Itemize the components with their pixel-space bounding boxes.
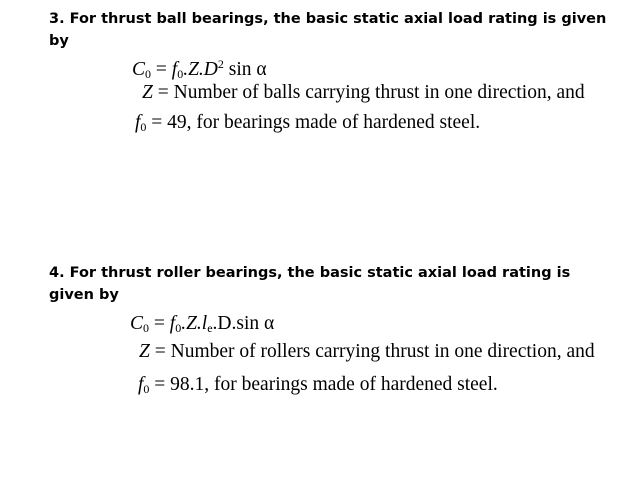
formula-f-sub: 0 [177,67,184,81]
formula-rest2: .D.sin α [212,313,275,334]
definition-z [142,81,585,105]
formula-rest2: sin α [223,59,267,80]
formula-f-sub: 0 [175,321,182,335]
def-z-text: = Number of rollers carrying thrust in one direction, and [149,341,595,362]
def-z-symbol: Z [139,341,150,362]
definition-f0 [138,373,498,401]
load-rating-formula [130,312,274,340]
formula-rest1: .Z.D [183,59,218,80]
formula-lhs: C [130,313,144,334]
section-heading: 3. For thrust ball bearings, the basic static axial load rating is given by [49,11,607,49]
formula-f: f [169,313,176,334]
def-f-text: = 98.1, for bearings made of hardened steel. [149,374,498,395]
definition-z [139,340,595,364]
def-f-sub: 0 [143,382,150,396]
definition-f0 [135,111,480,139]
formula-lhs-sub: 0 [143,321,150,335]
def-f-text: = 49, for bearings made of hardened steel. [146,112,481,133]
formula-l-sub: e [207,321,213,335]
formula-lhs-sub: 0 [145,67,152,81]
formula-f: f [171,59,178,80]
def-z-text: = Number of balls carrying thrust in one direction, and [152,82,585,103]
def-f-sub: 0 [140,120,147,134]
formula-eq: = [153,313,165,334]
def-f-symbol: f [138,374,144,395]
formula-lhs: C [132,59,146,80]
def-f-symbol: f [135,112,141,133]
section-heading: 4. For thrust roller bearings, the basic static axial load rating is given by [49,265,571,303]
formula-eq: = [155,59,167,80]
formula-sup: 2 [217,57,224,71]
formula-rest1: .Z.l [181,313,208,334]
def-z-symbol: Z [142,82,153,103]
